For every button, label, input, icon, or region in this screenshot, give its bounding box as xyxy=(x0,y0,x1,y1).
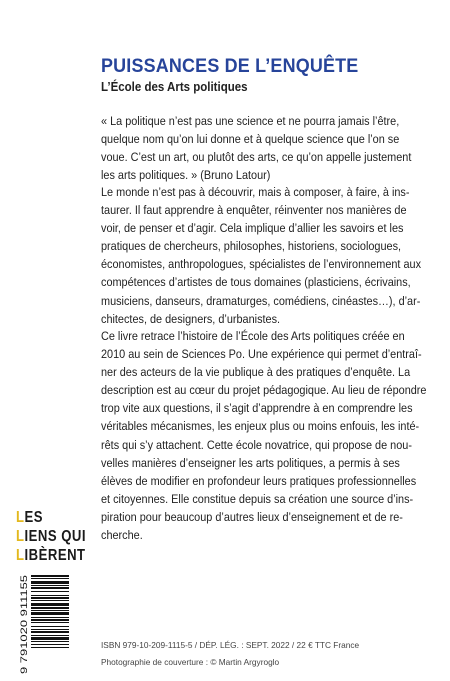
barcode-bar xyxy=(31,591,69,592)
text-line: compétences d’artistes de tous domaines (plasticiens, écrivains, xyxy=(101,275,411,290)
text-line: musiciens, danseurs, dramaturges, comédiens, cinéastes…), d’ar- xyxy=(101,293,421,308)
text-line: ner des acteurs de la vie publique à des pratiques d’enquête. La xyxy=(101,365,411,380)
logo-text: ES xyxy=(24,509,43,526)
publisher-logo xyxy=(16,508,86,565)
barcode-bar xyxy=(31,612,69,615)
barcode-bar xyxy=(31,600,69,601)
text-line: Ce livre retrace l’histoire de l’École des Arts politiques créée en xyxy=(101,329,405,343)
barcode xyxy=(19,575,69,676)
text-line: rêts qui s’y attachent. Cette école novatrice, qui propose de nou- xyxy=(101,437,412,452)
logo-initial: L xyxy=(16,547,25,564)
logo-row xyxy=(16,508,86,527)
logo-row xyxy=(16,527,86,546)
text-line: description est au cœur du projet pédagogique. Au lieu de répondre xyxy=(101,383,427,398)
logo-initial: L xyxy=(16,528,25,545)
quote-paragraph xyxy=(101,112,413,184)
barcode-bar xyxy=(31,603,69,606)
barcode-bar xyxy=(31,610,69,611)
barcode-bar xyxy=(31,647,69,648)
quote-line: « La politique n’est pas une science et ne pourra jamais l’être, xyxy=(101,114,400,128)
isbn-line: ISBN 979-10-209-1115-5 / DÉP. LÉG. : SEPT. 2022 / 22 € TTC France xyxy=(101,640,360,650)
barcode-bar xyxy=(31,585,69,586)
barcode-bar xyxy=(31,581,69,584)
barcode-bar xyxy=(31,607,69,609)
barcode-bar xyxy=(31,626,69,627)
book-title: PUISSANCES DE L’ENQUÊTE xyxy=(101,55,359,77)
barcode-bars xyxy=(31,575,69,648)
text-line: chitectes, de designers, d’urbanistes. xyxy=(101,311,281,326)
barcode-bar xyxy=(31,641,69,642)
barcode-digits: 9 791020 911155 xyxy=(19,605,29,674)
body-paragraph-3 xyxy=(101,327,427,544)
quote-line: quelque nom qu’on lui donne et à quelque science que l’on se xyxy=(101,132,400,147)
logo-row xyxy=(16,546,86,565)
barcode-bar xyxy=(31,575,69,577)
logo-initial: L xyxy=(16,509,25,526)
barcode-bar xyxy=(31,619,69,621)
barcode-bar xyxy=(31,622,69,623)
text-line: cherche. xyxy=(101,528,143,543)
barcode-bar xyxy=(31,587,69,589)
text-line: voir, de penser et d’agir. Cela implique d’allier les savoirs et les xyxy=(101,221,404,236)
text-line: Le monde n’est pas à découvrir, mais à composer, à faire, à ins- xyxy=(101,185,410,199)
text-line: et citoyennes. Elle constitue depuis sa création une source d’ins- xyxy=(101,491,414,506)
barcode-bar xyxy=(31,629,69,630)
barcode-bar xyxy=(31,644,69,645)
text-line: taurer. Il faut apprendre à enquêter, réinventer nos manières de xyxy=(101,203,407,218)
text-line: trop vite aux questions, il s’agit d’apprendre à en comprendre les xyxy=(101,401,413,416)
logo-text: IBÈRENT xyxy=(24,547,86,564)
barcode-bar xyxy=(31,595,69,596)
barcode-bar xyxy=(31,597,69,599)
quote-line: les arts politiques. » (Bruno Latour) xyxy=(101,168,271,183)
photo-credit: Photographie de couverture : © Martin Argyroglo xyxy=(101,657,280,667)
text-line: élèves de modifier en profondeur leurs pratiques professionnelles xyxy=(101,473,417,488)
text-line: 2010 au sein de Sciences Po. Une expérience qui permet d’entraî- xyxy=(101,347,422,362)
body-paragraph-2 xyxy=(101,183,422,328)
text-line: véritables mécanismes, les enjeux plus ou moins enfouis, les inté- xyxy=(101,419,420,434)
text-line: économistes, anthropologues, spécialistes de l’environnement aux xyxy=(101,257,422,272)
barcode-bar xyxy=(31,578,69,579)
logo-text: IENS QUI xyxy=(24,528,87,545)
barcode-bar xyxy=(31,617,69,618)
quote-line: voue. C’est un art, ou plutôt des arts, ce qu’on appelle justement xyxy=(101,150,412,165)
text-line: piration pour beaucoup d’autres lieux d’enseignement et de re- xyxy=(101,509,403,524)
text-line: pratiques de chercheurs, philosophes, historiens, sociologues, xyxy=(101,239,402,254)
text-line: velles manières d’enseigner les arts politiques, a permis à ses xyxy=(101,455,400,470)
barcode-bar xyxy=(31,635,69,636)
barcode-bar xyxy=(31,637,69,640)
book-subtitle: L’École des Arts politiques xyxy=(101,80,248,94)
barcode-bar xyxy=(31,631,69,633)
